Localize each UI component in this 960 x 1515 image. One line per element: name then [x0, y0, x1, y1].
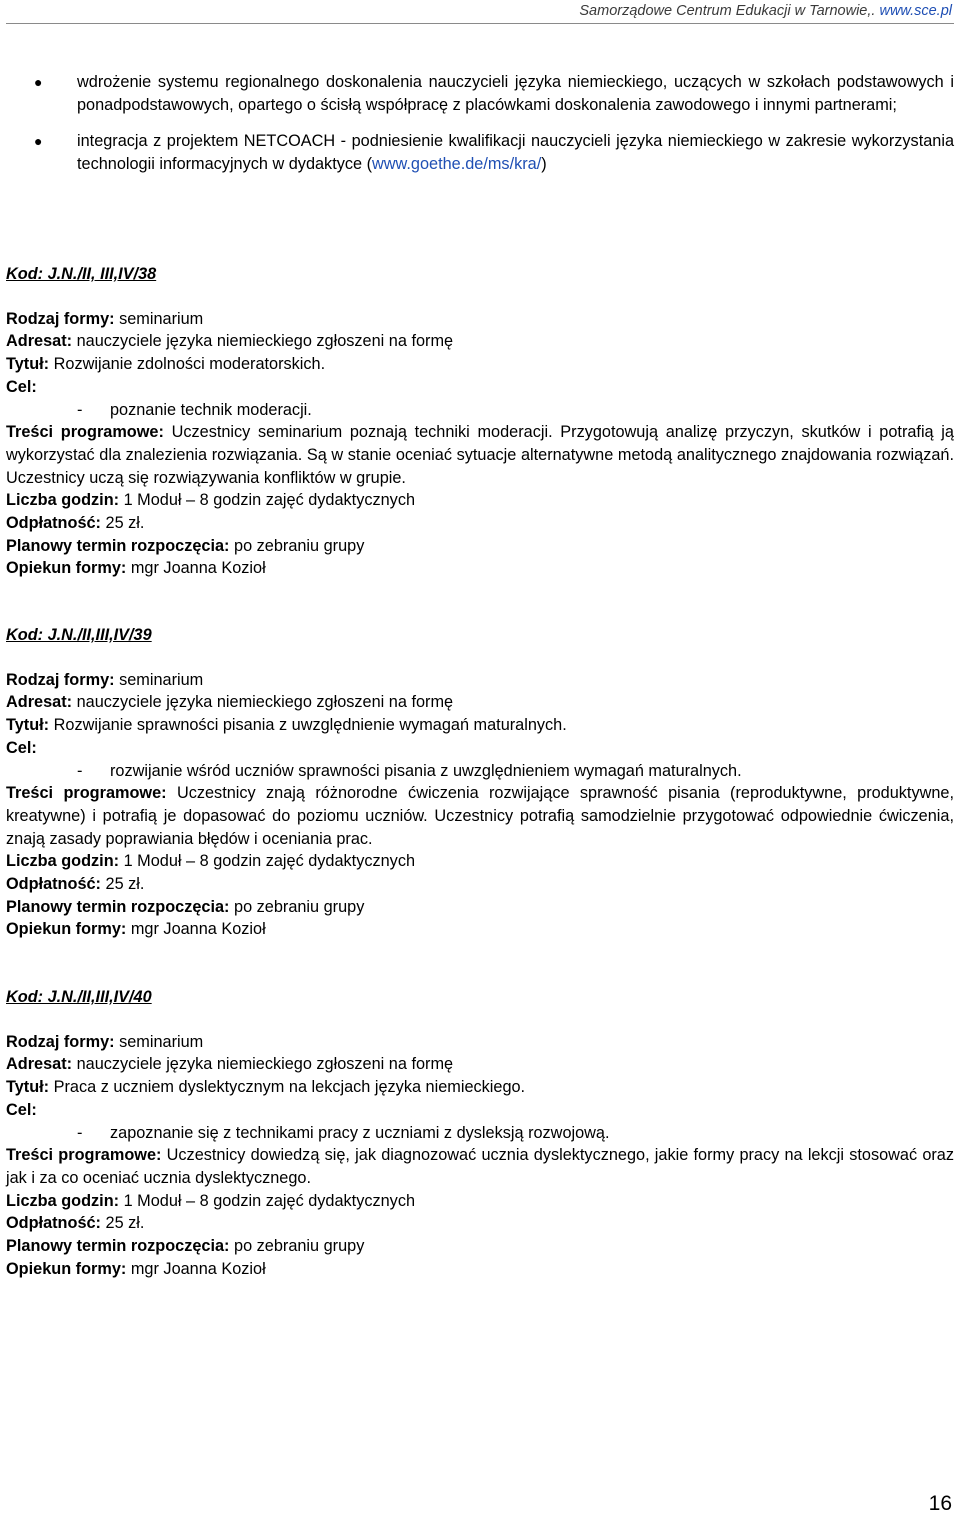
title-label: Tytuł:	[6, 1078, 50, 1097]
supervisor-label: Opiekun formy:	[6, 920, 127, 939]
page-number: 16	[928, 1492, 952, 1515]
form-type-value: seminarium	[119, 1032, 204, 1051]
title-value: Rozwijanie sprawności pisania z uwzględnienie wymagań maturalnych.	[53, 716, 567, 735]
supervisor-label: Opiekun formy:	[6, 1259, 127, 1278]
start-date-value: po zebraniu grupy	[234, 897, 365, 916]
goal-item	[6, 760, 954, 783]
bullet-text-end: )	[541, 155, 547, 174]
hours-value: 1 Moduł – 8 godzin zajęć dydaktycznych	[123, 1191, 416, 1210]
goal-label: Cel:	[6, 377, 37, 396]
supervisor-value: mgr Joanna Kozioł	[130, 920, 266, 939]
content-label: Treści programowe:	[6, 784, 167, 803]
fee-row	[6, 1212, 954, 1235]
header-text: Samorządowe Centrum Edukacji w Tarnowie,.	[579, 3, 880, 19]
start-date-row	[6, 1235, 954, 1258]
goal-item	[6, 1122, 954, 1145]
fee-row	[6, 512, 954, 535]
start-date-row	[6, 535, 954, 558]
supervisor-row	[6, 918, 954, 941]
fee-row	[6, 873, 954, 896]
content-row	[6, 1144, 954, 1189]
goethe-link[interactable]: www.goethe.de/ms/kra/	[372, 155, 542, 174]
title-row	[6, 353, 954, 376]
fee-label: Odpłatność:	[6, 875, 101, 894]
supervisor-row	[6, 1258, 954, 1281]
header-link[interactable]: www.sce.pl	[879, 3, 952, 19]
goal-value: zapoznanie się z technikami pracy z uczniami z dysleksją rozwojową.	[110, 1123, 610, 1142]
addressee-row	[6, 330, 954, 353]
fee-value: 25 zł.	[105, 1214, 145, 1233]
title-value: Praca z uczniem dyslektycznym na lekcjach języka niemieckiego.	[53, 1078, 526, 1097]
content-value: Uczestnicy seminarium poznają techniki moderacji. Przygotowują analizę przyczyn, skutków i potrafią ją wykorzystać dla znalezienia rozwiązania. Są w stanie oceniać sytuacje alternatywne metodą analitycznego znajdowania rozwiązań. Uczestnicy uczą się rozwiązywania konfliktów w grupie.	[6, 423, 954, 487]
dash-marker: -	[77, 400, 83, 419]
content-value: Uczestnicy znają różnorodne ćwiczenia rozwijające sprawność pisania (reproduktywne, produktywne, kreatywne) i potrafią je dopasować do poziomu uczniów. Uczestnicy potrafią samodzielnie przygotować odpowiednie ćwiczenia, znają zasady poprawiania błędów i oceniania prac.	[6, 784, 954, 848]
content-value: Uczestnicy dowiedzą się, jak diagnozować ucznia dyslektycznego, jakie formy pracy na lekcji stosować oraz jak i za co oceniać ucznia dyslektycznego.	[6, 1146, 954, 1187]
goal-value: rozwijanie wśród uczniów sprawności pisania z uwzględnieniem wymagań maturalnych.	[110, 761, 742, 780]
bullet-list	[6, 71, 954, 190]
title-label: Tytuł:	[6, 716, 50, 735]
fee-value: 25 zł.	[105, 514, 145, 533]
form-type-row	[6, 308, 954, 331]
bullet-icon: ●	[34, 133, 43, 150]
addressee-value: nauczyciele języka niemieckiego zgłoszeni na formę	[76, 332, 454, 351]
addressee-row	[6, 1053, 954, 1076]
content-row	[6, 421, 954, 489]
bullet-text: integracja z projektem NETCOACH - podniesienie kwalifikacji nauczycieli języka niemieckiego w zakresie wykorzystania technologii informacyjnych w dydaktyce (	[77, 132, 954, 174]
hours-label: Liczba godzin:	[6, 1191, 120, 1210]
goal-row	[6, 376, 954, 399]
addressee-value: nauczyciele języka niemieckiego zgłoszeni na formę	[76, 1055, 454, 1074]
goal-label: Cel:	[6, 1100, 37, 1119]
start-date-row	[6, 896, 954, 919]
supervisor-row	[6, 557, 954, 580]
content-label: Treści programowe:	[6, 1146, 162, 1165]
course-section-39	[6, 624, 954, 941]
fee-value: 25 zł.	[105, 875, 145, 894]
hours-label: Liczba godzin:	[6, 491, 120, 510]
form-type-label: Rodzaj formy:	[6, 309, 115, 328]
addressee-label: Adresat:	[6, 332, 73, 351]
goal-row	[6, 737, 954, 760]
content-row	[6, 782, 954, 850]
start-date-value: po zebraniu grupy	[234, 536, 365, 555]
page-header	[579, 2, 952, 20]
addressee-label: Adresat:	[6, 1055, 73, 1074]
start-date-value: po zebraniu grupy	[234, 1237, 365, 1256]
hours-row	[6, 1190, 954, 1213]
course-section-40	[6, 986, 954, 1280]
form-type-label: Rodzaj formy:	[6, 670, 115, 689]
dash-marker: -	[77, 761, 83, 780]
goal-label: Cel:	[6, 738, 37, 757]
hours-label: Liczba godzin:	[6, 852, 120, 871]
hours-value: 1 Moduł – 8 godzin zajęć dydaktycznych	[123, 852, 416, 871]
bullet-text: wdrożenie systemu regionalnego doskonalenia nauczycieli języka niemieckiego, uczących w szkołach podstawowych i ponadpodstawowych, opartego o ścisłą współpracę z placówkami doskonalenia zawodowego i innymi partnerami;	[77, 73, 954, 114]
course-code: Kod: J.N./II, III,IV/38	[6, 265, 157, 283]
title-row	[6, 714, 954, 737]
hours-row	[6, 489, 954, 512]
form-type-label: Rodzaj formy:	[6, 1032, 115, 1051]
hours-value: 1 Moduł – 8 godzin zajęć dydaktycznych	[123, 491, 416, 510]
addressee-row	[6, 691, 954, 714]
title-label: Tytuł:	[6, 355, 50, 374]
dash-marker: -	[77, 1123, 83, 1142]
course-code: Kod: J.N./II,III,IV/40	[6, 988, 152, 1006]
bullet-icon: ●	[34, 74, 43, 90]
course-section-38	[6, 263, 954, 580]
supervisor-value: mgr Joanna Kozioł	[130, 1259, 266, 1278]
addressee-label: Adresat:	[6, 693, 73, 712]
goal-item	[6, 399, 954, 422]
form-type-value: seminarium	[119, 309, 204, 328]
course-code: Kod: J.N./II,III,IV/39	[6, 626, 152, 644]
bullet-item	[6, 130, 954, 175]
form-type-row	[6, 669, 954, 692]
form-type-row	[6, 1031, 954, 1054]
bullet-item	[6, 71, 954, 116]
fee-label: Odpłatność:	[6, 514, 101, 533]
content-label: Treści programowe:	[6, 423, 164, 442]
start-date-label: Planowy termin rozpoczęcia:	[6, 897, 230, 916]
goal-value: poznanie technik moderacji.	[110, 400, 312, 419]
fee-label: Odpłatność:	[6, 1214, 101, 1233]
title-row	[6, 1076, 954, 1099]
addressee-value: nauczyciele języka niemieckiego zgłoszeni na formę	[76, 693, 454, 712]
header-divider	[6, 23, 954, 24]
hours-row	[6, 850, 954, 873]
supervisor-value: mgr Joanna Kozioł	[130, 559, 266, 578]
title-value: Rozwijanie zdolności moderatorskich.	[53, 355, 326, 374]
supervisor-label: Opiekun formy:	[6, 559, 127, 578]
start-date-label: Planowy termin rozpoczęcia:	[6, 536, 230, 555]
goal-row	[6, 1099, 954, 1122]
form-type-value: seminarium	[119, 670, 204, 689]
start-date-label: Planowy termin rozpoczęcia:	[6, 1237, 230, 1256]
